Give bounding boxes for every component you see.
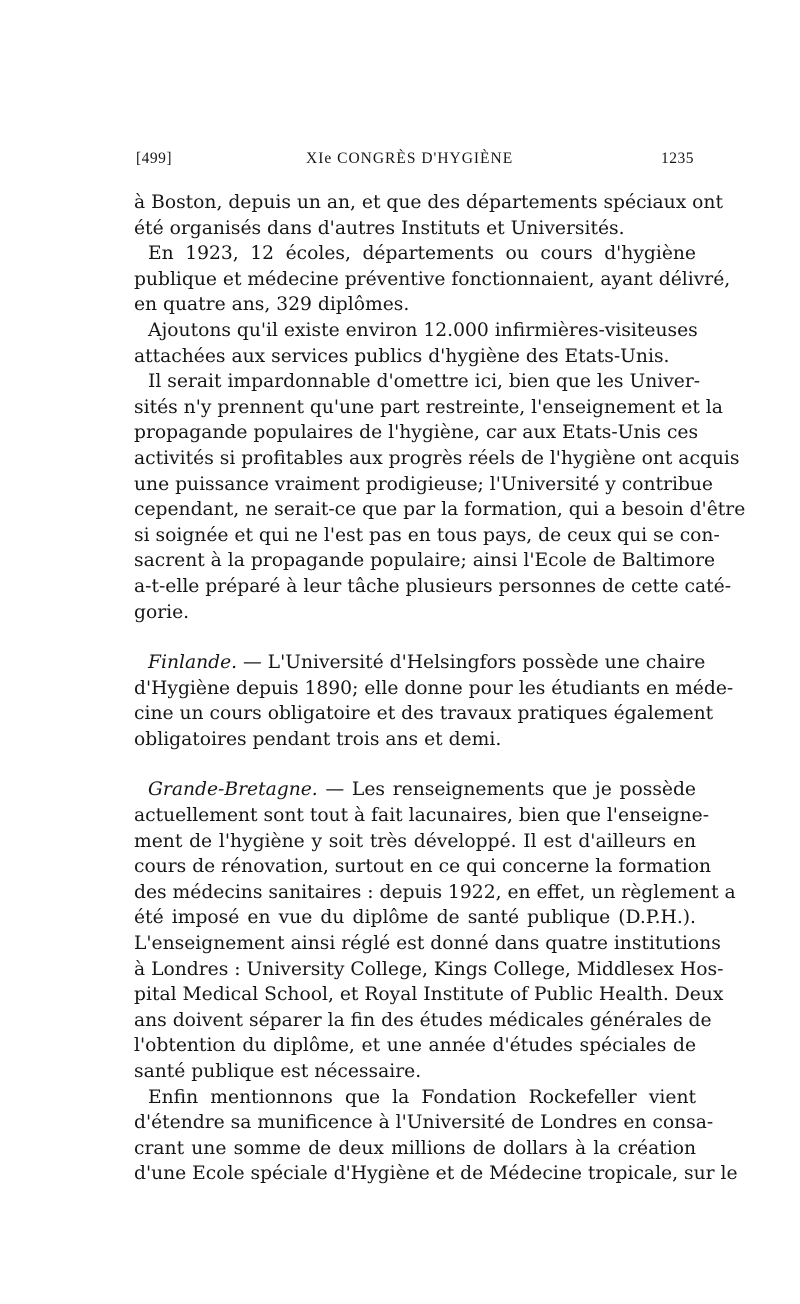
text-line: obligatoires pendant trois ans et demi. — [134, 728, 502, 750]
heading-great-britain: Grande-Bretagne. — [148, 779, 318, 801]
text-line: crant une somme de deux millions de dollars à la création — [134, 1137, 696, 1159]
text-line: publique et médecine préventive fonctionnaient, ayant délivré, — [134, 268, 731, 290]
text-line-rest: — Les renseignements que je possède — [317, 779, 696, 801]
text-line: si soignée et qui ne l'est pas en tous pays, de ceux qui se con- — [134, 524, 720, 546]
text-line: sités n'y prennent qu'une part restreinte, l'enseignement et la — [134, 396, 723, 418]
text-line: santé publique est nécessaire. — [134, 1061, 422, 1082]
text-line: cine un cours obligatoire et des travaux pratiques également — [134, 703, 714, 725]
text-line: Ajoutons qu'il existe environ 12.000 infirmières-visiteuses — [148, 319, 698, 341]
body-text — [134, 190, 746, 1187]
text-line-rest: — L'Université d'Helsingfors possède une chaire — [237, 652, 706, 674]
text-line: d'étendre sa munificence à l'Université de Londres en consa- — [134, 1112, 714, 1134]
text-line: d'une Ecole spéciale d'Hygiène et de Médecine tropicale, sur le — [134, 1163, 738, 1185]
text-line: des médecins sanitaires : depuis 1922, en effet, un règlement a — [134, 881, 736, 903]
text-line: cours de rénovation, surtout en ce qui concerne la formation — [134, 856, 712, 878]
text-line: attachées aux services publics d'hygiène des Etats-Unis. — [134, 345, 670, 367]
text-line: En 1923, 12 écoles, départements ou cours d'hygiène — [148, 243, 696, 265]
heading-finland: Finlande. — [148, 652, 238, 674]
text-line: l'obtention du diplôme, et une année d'études spéciales de — [134, 1035, 696, 1057]
text-line: Enfin mentionnons que la Fondation Rockefeller vient — [148, 1086, 696, 1108]
text-line: Il serait impardonnable d'omettre ici, bien que les Univer- — [148, 371, 701, 393]
text-line: ans doivent séparer la fin des études médicales générales de — [134, 1009, 712, 1031]
text-line: à Londres : University College, Kings College, Middlesex Hos- — [134, 958, 724, 980]
running-header — [136, 150, 694, 174]
text-line: activités si profitables aux progrès réels de l'hygiène ont acquis — [134, 447, 740, 469]
text-line: à Boston, depuis un an, et que des départements spéciaux ont — [134, 192, 723, 213]
text-line: cependant, ne serait-ce que par la formation, qui a besoin d'être — [134, 499, 746, 521]
text-line — [134, 650, 706, 676]
text-line: pital Medical School, et Royal Institute of Public Health. Deux — [134, 984, 724, 1006]
text-line: gorie. — [134, 601, 190, 623]
page-number: 1235 — [661, 150, 694, 167]
text-line: d'Hygiène depuis 1890; elle donne pour les étudiants en méde- — [134, 677, 734, 699]
text-line: une puissance vraiment prodigieuse; l'Université y contribue — [134, 473, 713, 495]
text-line: propagande populaires de l'hygiène, car aux Etats-Unis ces — [134, 422, 699, 444]
text-line — [134, 777, 696, 803]
text-line: sacrent à la propagande populaire; ainsi l'Ecole de Baltimore — [134, 550, 716, 572]
text-line: en quatre ans, 329 diplômes. — [134, 294, 410, 316]
page-bracket-number: [499] — [136, 150, 173, 167]
text-line: actuellement sont tout à fait lacunaires, bien que l'enseigne- — [134, 805, 710, 827]
text-line: ment de l'hygiène y soit très développé. Il est d'ailleurs en — [134, 830, 696, 852]
text-line: été organisés dans d'autres Instituts et Universités. — [134, 217, 625, 239]
text-line: a-t-elle préparé à leur tâche plusieurs personnes de cette caté- — [134, 575, 732, 597]
text-line: L'enseignement ainsi réglé est donné dans quatre institutions — [134, 933, 721, 955]
running-title: XIe CONGRÈS D'HYGIÈNE — [306, 150, 514, 167]
text-line: été imposé en vue du diplôme de santé publique (D.P.H.). — [134, 907, 696, 929]
